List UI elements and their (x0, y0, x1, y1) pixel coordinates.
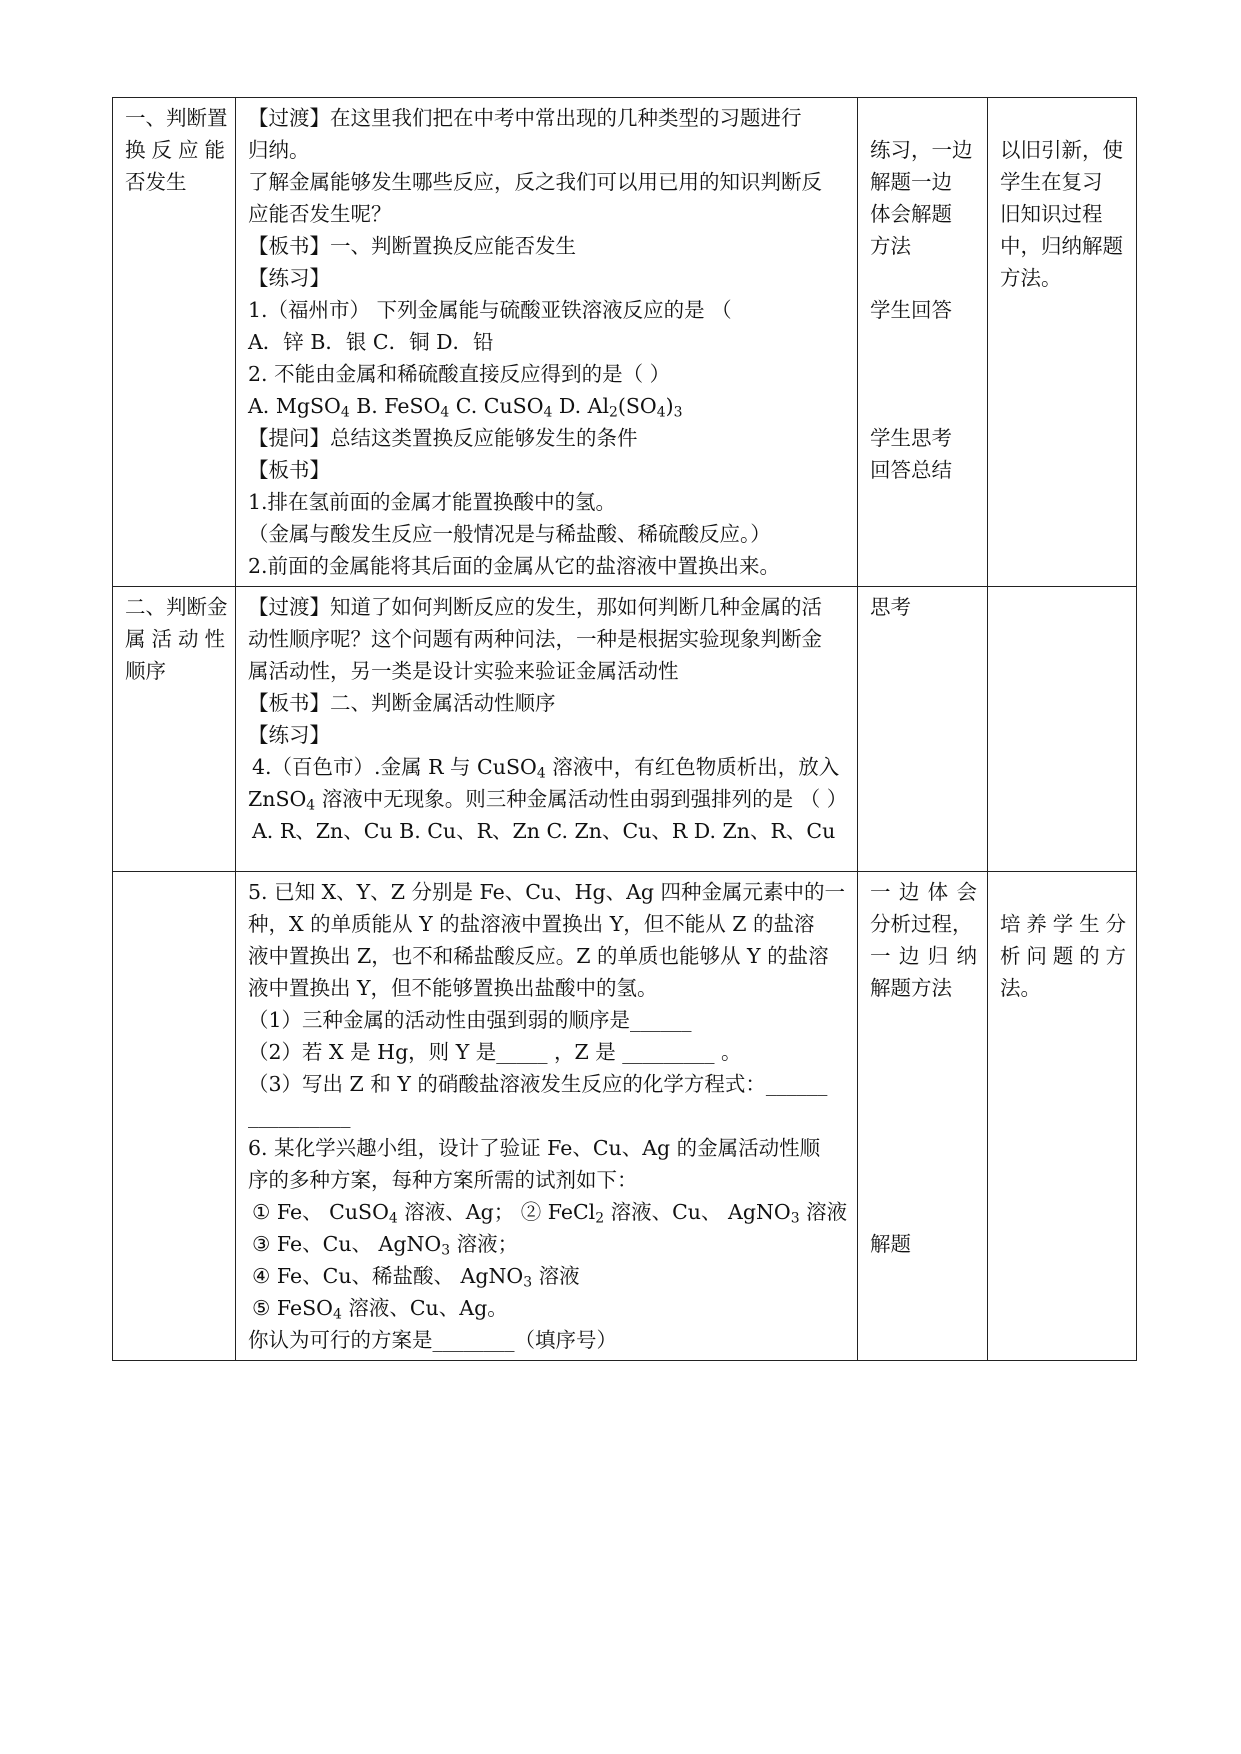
student-line: 体会解题 (870, 202, 952, 226)
student-line: 一边归纳 (870, 944, 977, 968)
table-row (113, 98, 1137, 587)
content-line: ④ Fe、Cu、稀盐酸、 AgNO$_3$ 溶液 (252, 1264, 580, 1291)
student-line: 分析过程， (870, 912, 973, 936)
student-line: 解题一边 (870, 170, 952, 194)
content-line: 【板书】 (248, 458, 330, 482)
intent-line: 以旧引新，使 (1000, 138, 1123, 162)
content-line: ① Fe、 CuSO$_4$ 溶液、Ag； ② FeCl$_2$ 溶液、Cu、 AgNO$_3$ 溶液 (252, 1200, 848, 1227)
section-title-line: 否发生 (125, 170, 187, 194)
content-line: 1.（福州市） 下列金属能与硫酸亚铁溶液反应的是 （ (248, 298, 732, 322)
content-line: 了解金属能够发生哪些反应，反之我们可以用已用的知识判断反 (248, 170, 822, 194)
student-line: 练习，一边 (870, 138, 973, 162)
content-line: A. MgSO$_4$ B. FeSO$_4$ C. CuSO$_4$ D. $Al_2(SO_4)_3$ (248, 394, 683, 421)
section-title-line: 一、判断置 (125, 106, 228, 130)
lesson-plan-table (112, 97, 1137, 1361)
section-title-line: 换反应能 (125, 138, 225, 162)
section-title-cell (113, 872, 236, 1361)
content-line: A. R、Zn、Cu B. Cu、R、Zn C. Zn、Cu、R D. Zn、R、Cu (252, 819, 836, 843)
content-line: 【提问】总结这类置换反应能够发生的条件 (248, 426, 638, 450)
design-intent-cell (988, 587, 1137, 872)
intent-line: 旧知识过程 (1000, 202, 1103, 226)
section-title-cell (113, 587, 236, 872)
content-line: 【板书】二、判断金属活动性顺序 (248, 691, 556, 715)
content-line: （2）若 X 是 Hg，则 Y 是_____ ，Z 是 _________ 。 (248, 1040, 742, 1064)
section-title-line: 属活动性 (125, 627, 225, 651)
student-line: 回答总结 (870, 458, 952, 482)
content-line: 2.前面的金属能将其后面的金属从它的盐溶液中置换出来。 (248, 554, 781, 578)
content-line: 序的多种方案，每种方案所需的试剂如下： (248, 1168, 638, 1192)
content-line: 液中置换出 Y，但不能够置换出盐酸中的氢。 (248, 976, 658, 1000)
section-title-line: 二、判断金 (125, 595, 228, 619)
content-line: 你认为可行的方案是________（填序号） (248, 1328, 617, 1352)
student-line: 解题方法 (870, 976, 952, 1000)
content-line: 5. 已知 X、Y、Z 分别是 Fe、Cu、Hg、Ag 四种金属元素中的一 (248, 880, 846, 904)
section-title-cell (113, 98, 236, 587)
table-row (113, 587, 1137, 872)
student-line: 学生回答 (870, 298, 952, 322)
teaching-content-cell (236, 98, 858, 587)
intent-line: 法。 (1000, 976, 1041, 1000)
content-line: ③ Fe、Cu、 AgNO$_3$ 溶液； (252, 1232, 519, 1259)
section-title-line: 顺序 (125, 659, 166, 683)
content-line: 【练习】 (248, 266, 330, 290)
content-line: 归纳。 (248, 138, 310, 162)
table-row (113, 872, 1137, 1361)
content-line: 属活动性，另一类是设计实验来验证金属活动性 (248, 659, 679, 683)
teaching-content-cell (236, 587, 858, 872)
content-line: 【过渡】知道了如何判断反应的发生，那如何判断几种金属的活 (248, 595, 822, 619)
content-line: 动性顺序呢？这个问题有两种问法，一种是根据实验现象判断金 (248, 627, 822, 651)
content-line: 液中置换出 Z，也不和稀盐酸反应。Z 的单质也能够从 Y 的盐溶 (248, 944, 829, 968)
content-line: （金属与酸发生反应一般情况是与稀盐酸、稀硫酸反应。） (248, 522, 771, 546)
teaching-content-cell (236, 872, 858, 1361)
content-line: （1）三种金属的活动性由强到弱的顺序是______ (248, 1008, 692, 1032)
student-line: 学生思考 (870, 426, 952, 450)
intent-line: 中，归纳解题 (1000, 234, 1123, 258)
student-activity-cell (858, 98, 988, 587)
content-line: ZnSO$_4$ 溶液中无现象。则三种金属活动性由弱到强排列的是 （ ） (248, 787, 848, 814)
content-line: 1.排在氢前面的金属才能置换酸中的氢。 (248, 490, 617, 514)
student-activity-cell (858, 872, 988, 1361)
content-line: 种，X 的单质能从 Y 的盐溶液中置换出 Y，但不能从 Z 的盐溶 (248, 912, 815, 936)
content-line: 【板书】一、判断置换反应能否发生 (248, 234, 576, 258)
content-line: 【练习】 (248, 723, 330, 747)
intent-line: 方法。 (1000, 266, 1062, 290)
intent-line: 析问题的方 (1000, 944, 1126, 968)
student-activity-cell (858, 587, 988, 872)
content-line: __________ (248, 1104, 351, 1128)
content-line: 应能否发生呢？ (248, 202, 392, 226)
content-line: 【过渡】在这里我们把在中考中常出现的几种类型的习题进行 (248, 106, 802, 130)
student-line: 解题 (870, 1232, 911, 1256)
intent-line: 学生在复习 (1000, 170, 1103, 194)
design-intent-cell (988, 872, 1137, 1361)
content-line: 2. 不能由金属和稀硫酸直接反应得到的是（ ） (248, 362, 671, 386)
content-line: A．锌 B．银 C．铜 D．铅 (248, 330, 494, 354)
design-intent-cell (988, 98, 1137, 587)
student-line: 方法 (870, 234, 911, 258)
intent-line: 培养学生分 (1000, 912, 1126, 936)
content-line: （3）写出 Z 和 Y 的硝酸盐溶液发生反应的化学方程式：______ (248, 1072, 828, 1096)
content-line: 6. 某化学兴趣小组，设计了验证 Fe、Cu、Ag 的金属活动性顺 (248, 1136, 821, 1160)
content-line: 4.（百色市）.金属 R 与 CuSO$_4$ 溶液中，有红色物质析出，放入 (252, 755, 840, 782)
content-line: ⑤ FeSO$_4$ 溶液、Cu、Ag。 (252, 1296, 508, 1323)
student-line: 思考 (870, 595, 911, 619)
student-line: 一边体会 (870, 880, 977, 904)
